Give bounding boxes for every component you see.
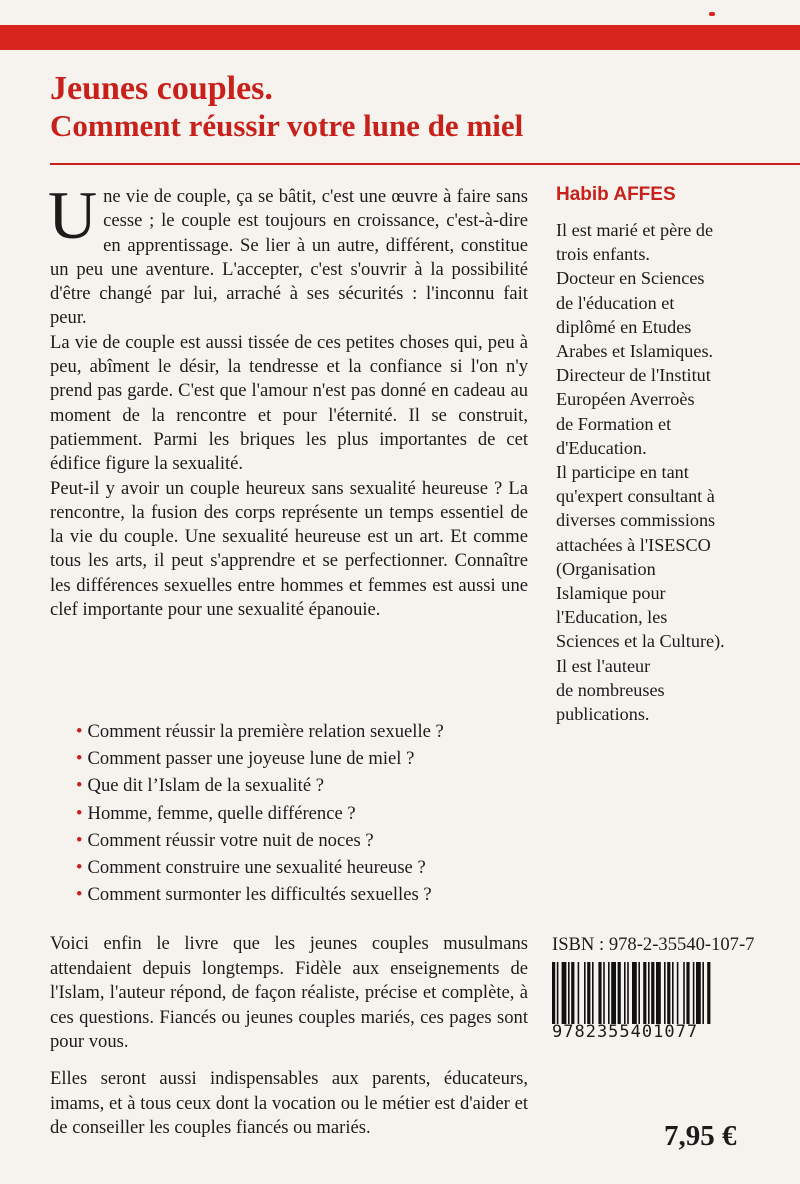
intro-paragraph-1-text: ne vie de couple, ça se bâtit, c'est une œuvre à faire sans cesse ; le couple est toujours en croissance, c'est-à-dire en apprentissage. Se lier à un autre, différent, constitue un peu une aventure. L'accepter, c'est s'ouvrir à la possibilité d'être changé par lui, arraché à ses sécurités : l'inconnu fait peur. [50,186,528,329]
barcode-image [552,962,772,1024]
book-title [50,70,523,144]
bio-line: diplômé en Etudes [556,316,692,337]
barcode-bar [667,962,670,1024]
title-divider [50,163,800,165]
barcode-bar [571,962,574,1024]
barcode-bar [618,962,621,1024]
intro-paragraph-3: Peut-il y avoir un couple heureux sans sexualité heureuse ? La rencontre, la fusion des corps représente un temps essentiel de la vie du couple. Une sexualité heureuse est un art. Et comme tous les arts, il peut s'apprendre et se perfectionner. Connaître les différences sexuelles entre hommes et femmes est aussi une clef importante pour une sexualité épanouie. [50,477,528,621]
barcode-bar [656,962,661,1024]
bio-line: qu'expert consultant à [556,486,715,507]
list-item: • Comment passer une joyeuse lune de miel ? [76,748,415,770]
barcode-bar [587,962,590,1024]
closing-text [50,932,528,1153]
bio-line: diverses commissions [556,510,716,531]
list-item: • Comment surmonter les difficultés sexuelles ? [76,884,432,906]
barcode-bar [686,962,689,1024]
bio-line: Il participe en tant [556,462,689,483]
bio-line: (Organisation [556,558,656,579]
list-item: • Homme, femme, quelle différence ? [76,802,356,824]
title-line-1: Jeunes couples. [50,70,273,107]
barcode-bar [702,962,704,1024]
bio-line: attachées à l'ISESCO [556,534,711,555]
barcode-bar [664,962,666,1024]
bio-line: publications. [556,704,650,725]
barcode-bar [608,962,610,1024]
author-name: Habib AFFES [556,184,676,205]
bio-line: trois enfants. [556,244,650,265]
barcode-bar [568,962,570,1024]
isbn-label: ISBN : 978-2-35540-107-7 [552,934,755,955]
barcode-bar [562,962,567,1024]
bullet-icon: • [76,857,83,879]
price-label: 7,95 € [664,1120,737,1152]
questions-list [76,718,444,908]
barcode-bar [693,962,695,1024]
bio-line: Sciences et la Culture). [556,631,725,652]
bio-line: Européen Averroès [556,389,695,410]
title-line-2: Comment réussir votre lune de miel [50,108,524,143]
barcode-bar [638,962,640,1024]
intro-text [48,177,528,622]
list-item: • Comment construire une sexualité heureuse ? [76,857,426,879]
bio-line: d'Education. [556,437,647,458]
decorative-dot [709,12,715,16]
barcode-bar [672,962,674,1024]
list-item: • Comment réussir votre nuit de noces ? [76,829,374,851]
intro-paragraph-1 [48,177,528,331]
barcode-bar [648,962,650,1024]
barcode-bar [707,962,710,1024]
barcode-bar [643,962,646,1024]
barcode-bar [627,962,629,1024]
bullet-icon: • [76,748,83,770]
bio-line: de nombreuses [556,679,665,700]
closing-paragraph-2: Elles seront aussi indispensables aux parents, éducateurs, imams, et à tous ceux dont la vocation ou le métier est d'aider et de conseiller les couples fiancés ou mariés. [50,1067,528,1139]
barcode-bar [578,962,580,1024]
bio-line: Il est marié et père de [556,220,714,240]
bio-line: l'Education, les [556,607,668,628]
intro-paragraph-2: La vie de couple est aussi tissée de ces petites choses qui, peu à peu, abîment le désir, la tendresse et la confiance si l'on n'y prend pas garde. C'est que l'amour n'est pas donné en cadeau au moment de la rencontre et pour l'éternité. Il se construit, patiemment. Parmi les briques les plus importantes de cet édifice figure la sexualité. [50,331,528,475]
bio-line: Directeur de l'Institut [556,365,711,386]
closing-paragraph-1: Voici enfin le livre que les jeunes couples musulmans attendaient depuis longtemps. Fidèle aux enseignements de l'Islam, l'auteur répond, de façon réaliste, précise et complète, à ces questions. Fiancés ou jeunes couples mariés, ces pages sont pour vous. [50,933,528,1053]
bio-line: de l'éducation et [556,292,675,313]
barcode-bar [651,962,654,1024]
bullet-icon: • [76,775,83,797]
bio-line: Il est l'auteur [556,655,651,676]
bullet-icon: • [76,721,83,742]
barcode-bar [598,962,601,1024]
barcode-bar [677,962,679,1024]
bio-line: de Formation et [556,413,672,434]
barcode-bar [603,962,605,1024]
drop-cap: U [48,177,98,253]
barcode-bar [624,962,626,1024]
list-item: • Que dit l’Islam de la sexualité ? [76,775,324,797]
barcode-digits: 9782355401077 [552,1022,699,1042]
list-item: • Comment réussir la première relation sexuelle ? [76,721,444,742]
bio-line: Arabes et Islamiques. [556,341,714,362]
bullet-icon: • [76,829,83,851]
barcode-bar [632,962,637,1024]
barcode-bar [683,962,685,1024]
barcode-bar [584,962,586,1024]
bullet-icon: • [76,884,83,906]
barcode-bar [592,962,594,1024]
top-red-band [0,25,800,50]
bio-line: Docteur en Sciences [556,268,705,289]
author-bio [556,218,786,726]
barcode-bar [552,962,555,1024]
barcode-bar [696,962,701,1024]
bullet-icon: • [76,802,83,824]
barcode-bar [557,962,559,1024]
bio-line: Islamique pour [556,583,666,604]
barcode-bar [611,962,616,1024]
